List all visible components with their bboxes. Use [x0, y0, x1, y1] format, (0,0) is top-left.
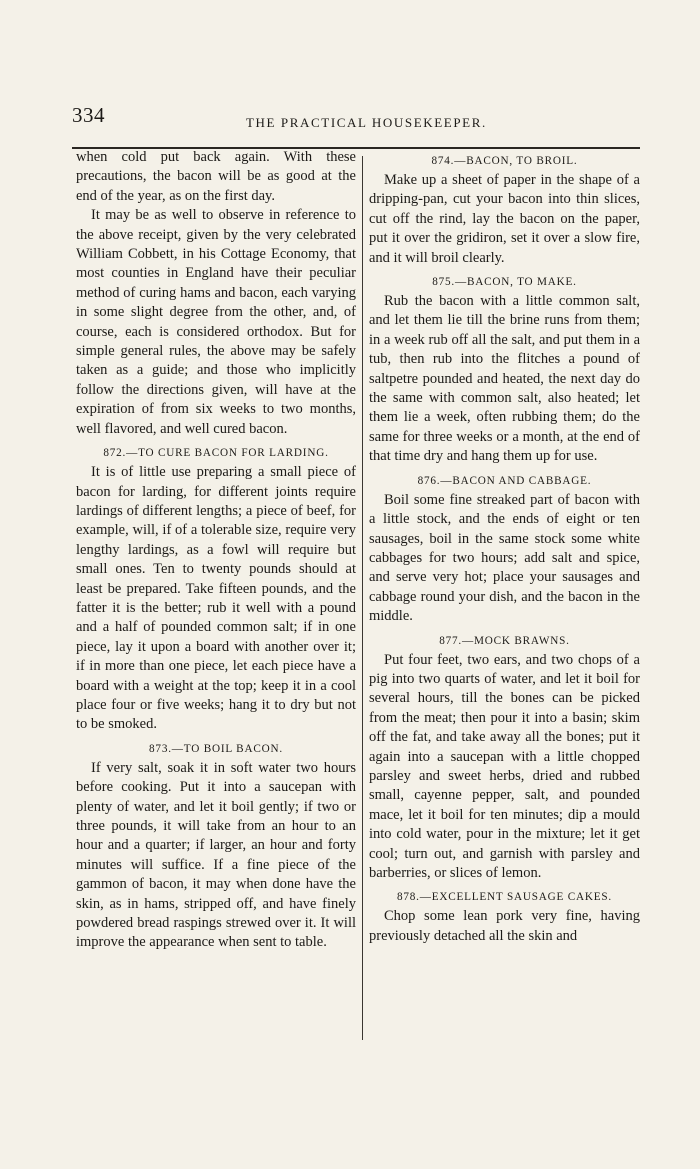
- recipe-876-body: Boil some fine streaked part of bacon with a little stock, and the ends of eight or ten sausages, boil in the same stock some white cabbages for two hours; add salt and spice, and serve very hot; place your sausages and cabbage round your dish, and the bacon in the middle.: [369, 491, 640, 625]
- recipe-878-body: Chop some lean pork very fine, having previously detached all the skin and: [369, 908, 640, 944]
- recipe-878-title: 878.—EXCELLENT SAUSAGE CAKES.: [396, 891, 613, 904]
- column-divider: [362, 156, 363, 1040]
- recipe-873-title: 873.—TO BOIL BACON.: [149, 742, 283, 755]
- recipe-872-body: It is of little use preparing a small piece of bacon for larding, for different joints require lardings of different lengths; a piece of beef, for example, will, if of a tolerable size, require very lengthy lardings, as a fowl will require but small ones. Ten to twenty pounds should at least be prepared. Take fifteen pounds, and the fatter it is the better; rub it well with a pound and a half of pounded common salt; if in one piece, lay it upon a board with another over it; if in more than one piece, let each piece have a board with a weight at the top; keep it in a cool place four or five weeks; hang it to dry but not to be smoked.: [76, 464, 356, 733]
- recipe-877-body: Put four feet, two ears, and two chops of a pig into two quarts of water, and let it boil for several hours, till the bones can be picked from the meat; then pour it into a basin; skim off the fat, and take away all the bones; put it again into a saucepan with a little chopped parsley and sweet herbs, dried and rubbed small, cayenne pepper, salt, and pounded mace, let it boil for ten minutes; dip a mould into cold water, pour in the mixture; let it get cool; turn out, and garnish with parsley and barberries, or slices of lemon.: [369, 651, 640, 881]
- cobbett-paragraph: It may be as well to observe in reference to the above receipt, given by the very celebrated William Cobbett, in his Cottage Economy, that most counties in England have their peculiar method of curing hams and bacon, each varying in some slight degree from the other, and, of course, each is considered orthodox. But for simple general rules, the above may be safely taken as a guide; and those who implicitly follow the directions given, will have at the expiration of from six weeks to two months, well flavored, and well cured bacon.: [76, 207, 356, 437]
- recipe-875-body: Rub the bacon with a little common salt, and let them lie till the brine runs from them; in a week rub off all the salt, and put them in a tub, then rub into the flitches a pound of saltpetre pounded and heated, the next day do the same with common salt, also heated; let them lie a week, often rubbing them; do the same for three weeks or a month, at the end of that time dry and hang them up for use.: [369, 293, 640, 465]
- recipe-874-title: 874.—BACON, TO BROIL.: [431, 155, 578, 167]
- right-column: [369, 148, 640, 946]
- running-head: THE PRACTICAL HOUSEKEEPER.: [246, 115, 487, 130]
- page-header: [72, 103, 640, 143]
- recipe-874-body: Make up a sheet of paper in the shape of a dripping-pan, cut your bacon into thin slices, cut off the rind, lay the bacon on the paper, put it over the gridiron, set it over a slow fire, and it will broil clearly.: [369, 172, 640, 266]
- recipe-875-title: 875.—BACON, TO MAKE.: [432, 276, 577, 289]
- page-number: 334: [72, 103, 105, 127]
- recipe-877-title: 877.—MOCK BRAWNS.: [439, 634, 570, 647]
- left-column: [76, 148, 356, 953]
- recipe-872-title: 872.—TO CURE BACON FOR LARDING.: [103, 447, 329, 460]
- recipe-873-body: If very salt, soak it in soft water two hours before cooking. Put it into a saucepan with plenty of water, and let it boil gently; if two or three pounds, it will take from an hour to an hour and a quarter; if larger, an hour and forty minutes will suffice. If a fine piece of the gammon of bacon, it may when done have the skin, as in hams, stripped off, and have finely powdered bread raspings strewed over it. It will improve the appearance when sent to table.: [76, 759, 356, 951]
- recipe-876-title: 876.—BACON AND CABBAGE.: [417, 474, 592, 487]
- continued-paragraph: when cold put back again. With these precautions, the bacon will be as good at the end of the year, as on the first day.: [76, 149, 356, 204]
